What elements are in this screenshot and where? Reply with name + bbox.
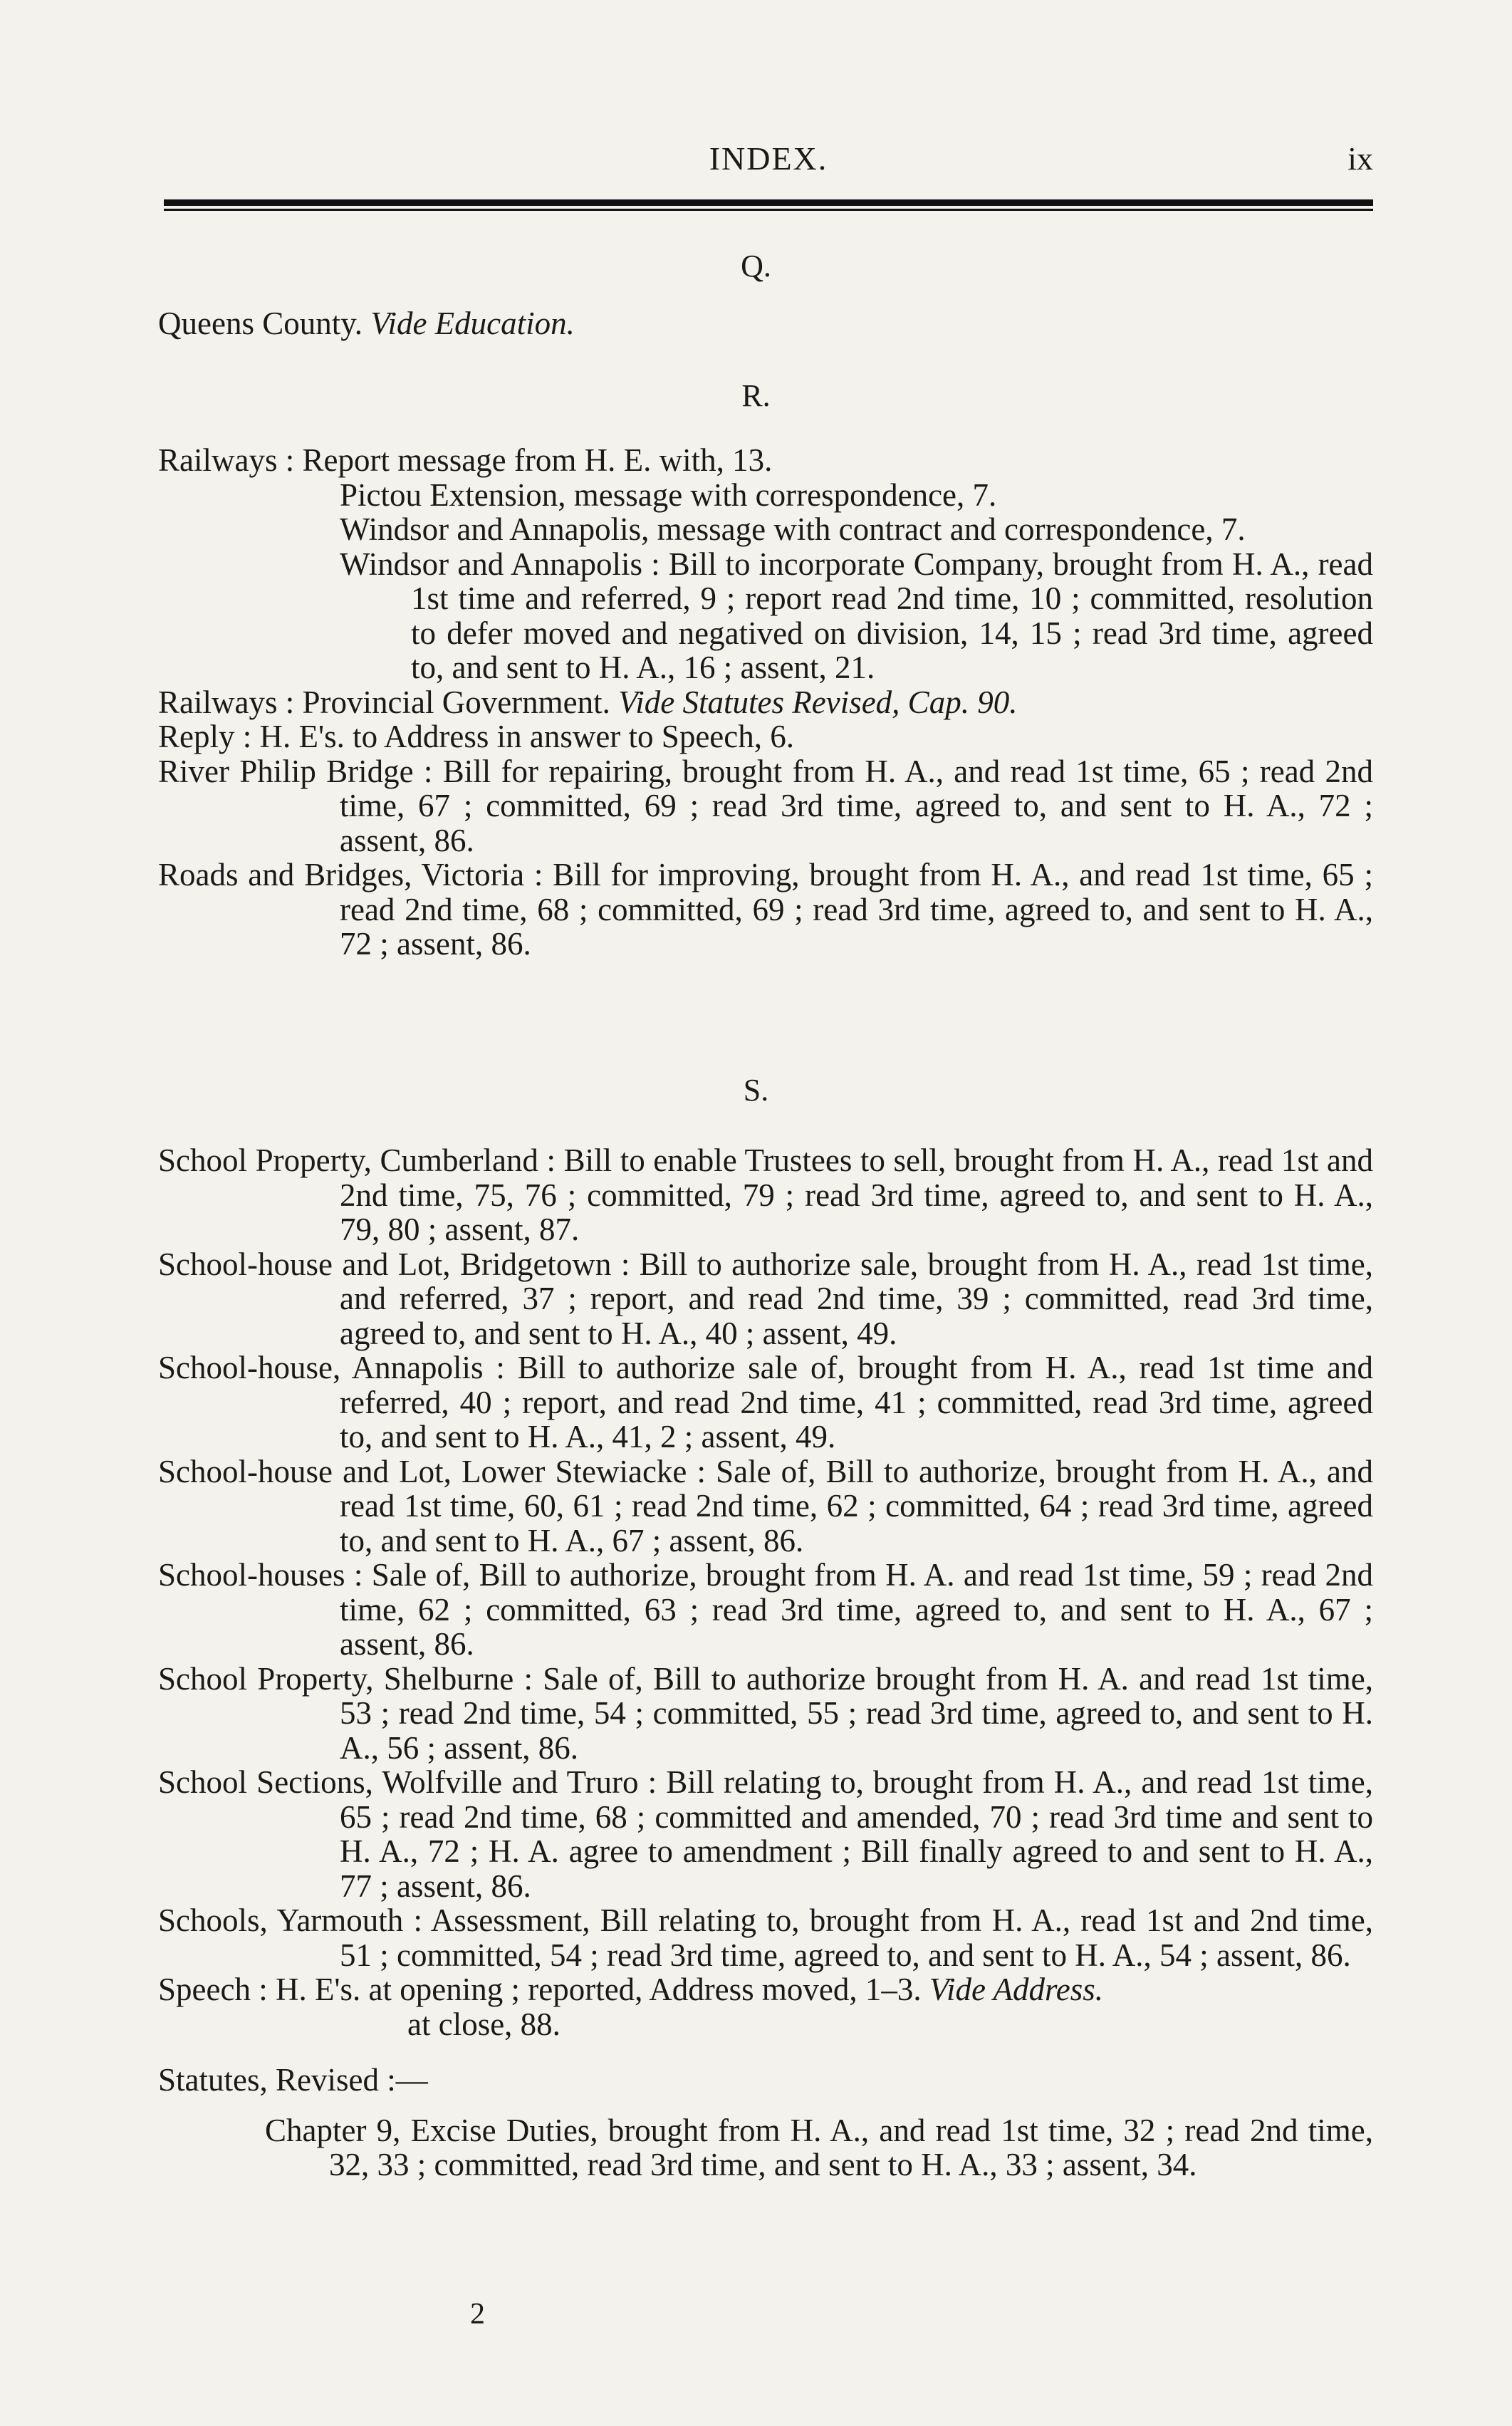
section-r-entries [158, 443, 1373, 962]
entry-railways-pictou: Pictou Extension, message with correspondence, 7. [340, 477, 997, 513]
entry-railways-windsor-bill: Windsor and Annapolis : Bill to incorporate Company, brought from H. A., read 1st time and referred, 9 ; report read 2nd time, 10 ; committed, resolution to defer moved and negatived on division, 14, 15 ; read 3rd time, agreed to, and sent to H. A., 16 ; assent, 21. [340, 546, 1373, 685]
section-letter-q: Q. [741, 249, 771, 283]
entry-head: Queens County. [158, 306, 363, 341]
entry-vide: Vide Education. [370, 306, 575, 341]
entry-queens-county [158, 306, 1373, 340]
entry-school-sections: School Sections, Wolfville and Truro : Bill relating to, brought from H. A., and read 1st time, 65 ; read 2nd time, 68 ; committed and amended, 70 ; read 3rd time and sent to H. A., 72 ; H. A. agree to amendment ; Bill finally agreed to and sent to H. A., 77 ; assent, 86. [158, 1764, 1373, 1904]
entry-statutes-chapter-9: Chapter 9, Excise Duties, brought from H. A., and read 1st time, 32 ; read 2nd time, 32, 33 ; committed, read 3rd time, and sent to H. A., 33 ; assent, 34. [265, 2112, 1373, 2182]
entry-school-property-cumberland: School Property, Cumberland : Bill to enable Trustees to sell, brought from H. A., read 1st and 2nd time, 75, 76 ; committed, 79 ; read 3rd time, agreed to, and sent to H. A., 79, 80 ; assent, 87. [158, 1142, 1373, 1247]
entry-roads-and-bridges: Roads and Bridges, Victoria : Bill for improving, brought from H. A., and read 1st time, 65 ; read 2nd time, 68 ; committed, 69 ; read 3rd time, agreed to, and sent to H. A., 72 ; assent, 86. [158, 857, 1373, 962]
running-head [164, 140, 1373, 182]
section-s-entries [158, 1143, 1373, 2182]
header-rule [164, 199, 1373, 211]
entry-school-house-bridgetown: School-house and Lot, Bridgetown : Bill to authorize sale, brought from H. A., read 1st time, and referred, 37 ; report, and read 2nd time, 39 ; committed, read 3rd time, agreed to, and sent to H. A., 40 ; assent, 49. [158, 1246, 1373, 1351]
entry-railways-windsor-message: Windsor and Annapolis, message with contract and correspondence, 7. [340, 511, 1246, 547]
section-letter-s: S. [743, 1073, 769, 1108]
running-title: INDEX. [709, 140, 828, 177]
entry-school-house-lower-stewiacke: School-house and Lot, Lower Stewiacke : Sale of, Bill to authorize, brought from H. A., and read 1st time, 60, 61 ; read 2nd time, 62 ; committed, 64 ; read 3rd time, agreed to, and sent to H. A., 67 ; assent, 86. [158, 1453, 1373, 1558]
signature-mark: 2 [470, 2298, 485, 2331]
entry-railways-report: Railways : Report message from H. E. with, 13. [158, 442, 773, 478]
entry-railways-provincial: Railways : Provincial Government. Vide Statutes Revised, Cap. 90. [158, 684, 1018, 720]
entry-school-houses: School-houses : Sale of, Bill to authorize, brought from H. A. and read 1st time, 59 ; read 2nd time, 62 ; committed, 63 ; read 3rd time, agreed to, and sent to H. A., 67 ; assent, 86. [158, 1557, 1373, 1662]
entry-school-house-annapolis: School-house, Annapolis : Bill to authorize sale of, brought from H. A., read 1st time and referred, 40 ; report, and read 2nd time, 41 ; committed, read 3rd time, agreed to, and sent to H. A., 41, 2 ; assent, 49. [158, 1350, 1373, 1454]
section-letter-r: R. [741, 378, 771, 413]
page-number: ix [1347, 140, 1373, 177]
entry-river-philip-bridge: River Philip Bridge : Bill for repairing, brought from H. A., and read 1st time, 65 ; read 2nd time, 67 ; committed, 69 ; read 3rd time, agreed to, and sent to H. A., 72 ; assent, 86. [158, 753, 1373, 858]
entry-schools-yarmouth: Schools, Yarmouth : Assessment, Bill relating to, brought from H. A., read 1st and 2nd time, 51 ; committed, 54 ; read 3rd time, agreed to, and sent to H. A., 54 ; assent, 86. [158, 1902, 1373, 1973]
entry-reply: Reply : H. E's. to Address in answer to Speech, 6. [158, 719, 794, 754]
entry-school-property-shelburne: School Property, Shelburne : Sale of, Bill to authorize brought from H. A. and read 1st time, 53 ; read 2nd time, 54 ; committed, 55 ; read 3rd time, agreed to, and sent to H. A., 56 ; assent, 86. [158, 1660, 1373, 1766]
entry-speech-close: at close, 88. [407, 2006, 561, 2042]
entry-statutes-revised: Statutes, Revised :— [158, 2062, 428, 2098]
entry-speech: Speech : H. E's. at opening ; reported, Address moved, 1–3. Vide Address. [158, 1972, 1104, 2007]
